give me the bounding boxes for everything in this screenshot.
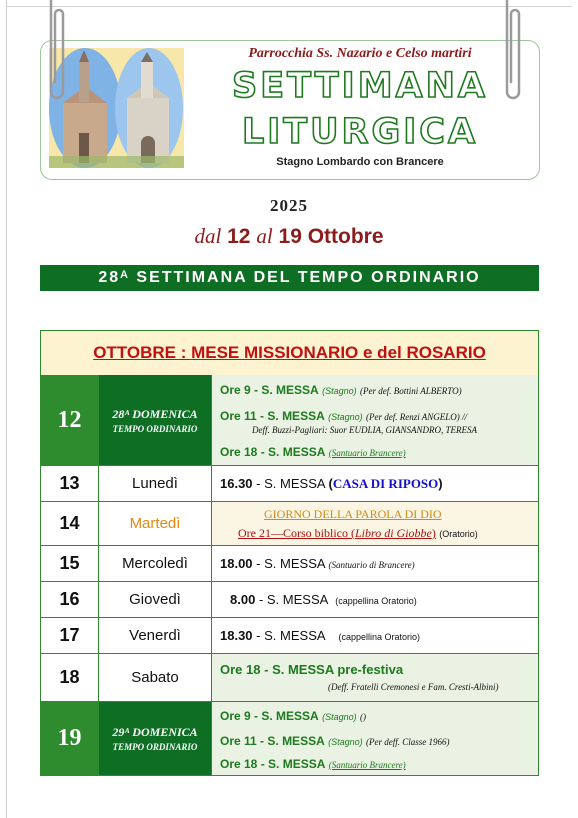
event-line: [220, 662, 403, 677]
event-line: [220, 445, 406, 459]
table-row: [41, 582, 538, 618]
event-note: (Santuario di Brancere): [328, 560, 415, 570]
week-banner: 28ᴬ SETTIMANA DEL TEMPO ORDINARIO: [40, 265, 539, 291]
table-row: [41, 654, 538, 702]
event-place: (Stagno): [328, 737, 363, 747]
day-name: Mercoledì: [98, 546, 212, 581]
day-name: Martedì: [98, 502, 212, 545]
event-mass: S. MESSA: [264, 628, 325, 643]
schedule-table: [40, 330, 539, 776]
event-line: [220, 628, 420, 643]
day-name: Sabato: [98, 654, 212, 701]
date-from: 12: [227, 225, 251, 248]
event-time: Ore 11: [220, 409, 257, 423]
day-number: 13: [59, 473, 80, 493]
event-sep: -: [264, 662, 269, 677]
day-events: [212, 546, 538, 581]
event-sep: -: [258, 592, 264, 607]
event-mass: S. MESSA: [261, 709, 319, 723]
parish-name: Parrocchia Ss. Nazario e Celso martiri: [248, 46, 472, 61]
event-line: [230, 592, 417, 607]
event-place: (Stagno): [322, 386, 357, 396]
table-row: [41, 466, 538, 502]
event-mass: S. MESSA: [261, 383, 319, 397]
event-place: (Santuario Brancere): [328, 448, 406, 458]
event-time: 18.00: [220, 556, 253, 571]
event-line: [238, 526, 478, 541]
day-title: 29ᴬ DOMENICA: [112, 725, 198, 739]
event-sep: -: [260, 445, 265, 459]
event-paren: ): [438, 476, 443, 491]
event-time: Ore 18: [220, 445, 258, 459]
day-number: 15: [59, 553, 80, 573]
day-events: [212, 582, 538, 617]
day-subtitle: TEMPO ORDINARIO: [112, 423, 198, 434]
event-mass: S. MESSA pre-festiva: [272, 662, 404, 677]
event-paren: (: [328, 476, 333, 491]
event-place: (Stagno): [322, 712, 357, 722]
table-row: [41, 546, 538, 582]
table-row: [41, 618, 538, 654]
event-book: Libro di Giobbe: [354, 526, 432, 540]
event-note: (Per def. Renzi ANGELO) //: [365, 412, 468, 422]
event-mass: S. MESSA: [268, 445, 326, 459]
day-events: [212, 375, 538, 465]
event-sep: -: [256, 556, 261, 571]
event-note: (Per def. Bottini ALBERTO): [359, 386, 462, 396]
event-time: Ore 9: [220, 383, 251, 397]
paper-clip-left-icon: [44, 0, 70, 112]
event-note: (Per deff. Classe 1966): [365, 737, 450, 747]
table-row: [41, 702, 538, 775]
date-range: [0, 224, 578, 249]
event-sep: -: [260, 734, 265, 748]
event-line: [220, 409, 467, 423]
event-mass: S. MESSA: [268, 757, 326, 771]
paper-clip-right-icon: [500, 0, 526, 112]
event-mass: S. MESSA: [267, 734, 325, 748]
day-name: [98, 375, 212, 465]
event-note: (cappellina Oratorio): [335, 596, 417, 606]
day-name: Lunedì: [98, 466, 212, 501]
event-sep: -: [254, 709, 259, 723]
year: 2025: [270, 196, 308, 215]
day-number: 14: [59, 513, 80, 533]
day-name: Giovedì: [98, 582, 212, 617]
event-place: (Stagno): [328, 412, 363, 422]
day-events: [212, 702, 538, 775]
event-line: [220, 734, 449, 748]
event-time: 16.30: [220, 476, 253, 491]
event-place: CASA DI RIPOSO: [332, 476, 439, 491]
day-number: 12: [41, 375, 98, 465]
event-sep: -: [256, 628, 261, 643]
event-line: [220, 476, 443, 492]
day-name: [98, 702, 212, 775]
day-title: 28ᴬ DOMENICA: [112, 406, 198, 421]
title-settimana: SETTIMANA: [232, 66, 488, 106]
event-note: (Deff. Fratelli Cremonesi e Fam. Cresti-Albini): [328, 682, 499, 692]
table-title: OTTOBRE : MESE MISSIONARIO e del ROSARIO: [41, 331, 538, 376]
title-liturgica: LITURGICA: [241, 112, 479, 152]
event-time: Ore 9: [220, 709, 251, 723]
event-time: Ore 18: [220, 757, 258, 771]
event-note-continued: Deff. Buzzi-Pagliari: Suor EUDLIA, GIANSANDRO, TERESA: [252, 425, 477, 435]
event-note: (): [359, 712, 366, 722]
event-sep: -: [260, 757, 265, 771]
event-place: (Oratorio): [439, 529, 478, 539]
event-paren: ): [431, 526, 436, 540]
day-name: Venerdì: [98, 618, 212, 653]
event-mass: S. MESSA: [264, 556, 325, 571]
event-time: Ore 18: [220, 662, 261, 677]
event-mass: S. MESSA: [264, 476, 325, 491]
event-time: 18.30: [220, 628, 253, 643]
event-note: (cappellina Oratorio): [338, 632, 421, 642]
event-line: [220, 709, 366, 723]
event-time: Ore 11: [220, 734, 257, 748]
event-line: [220, 757, 406, 771]
day-number: 16: [59, 589, 80, 609]
event-sep: -: [260, 409, 265, 423]
date-to-word: al: [256, 224, 273, 248]
day-events: [212, 466, 538, 501]
event-line: [220, 383, 462, 397]
event-sep: -: [254, 383, 259, 397]
event-sep: -: [256, 476, 261, 491]
page-left-edge: [6, 0, 7, 818]
event-mass: S. MESSA: [267, 409, 325, 423]
event-line: [220, 556, 415, 571]
town-name: Stagno Lombardo con Brancere: [276, 156, 444, 168]
day-subtitle: TEMPO ORDINARIO: [112, 742, 198, 752]
day-number: 19: [41, 702, 98, 775]
event-title: GIORNO DELLA PAROLA DI DIO: [264, 507, 442, 521]
day-number: 18: [59, 667, 80, 687]
day-events: [212, 654, 538, 701]
date-to: 19 Ottobre: [278, 225, 384, 248]
event-mass: S. MESSA: [266, 592, 328, 607]
day-events: [212, 618, 538, 653]
date-from-word: dal: [194, 224, 222, 248]
page-top-edge: [6, 6, 572, 7]
table-row: [41, 375, 538, 466]
event-place: (Santuario Brancere): [328, 760, 406, 770]
day-number: 17: [59, 625, 80, 645]
table-row: [41, 502, 538, 546]
event-text: Ore 21—Corso biblico (: [238, 526, 355, 540]
event-time: 8.00: [230, 592, 256, 607]
day-events: [212, 502, 538, 545]
